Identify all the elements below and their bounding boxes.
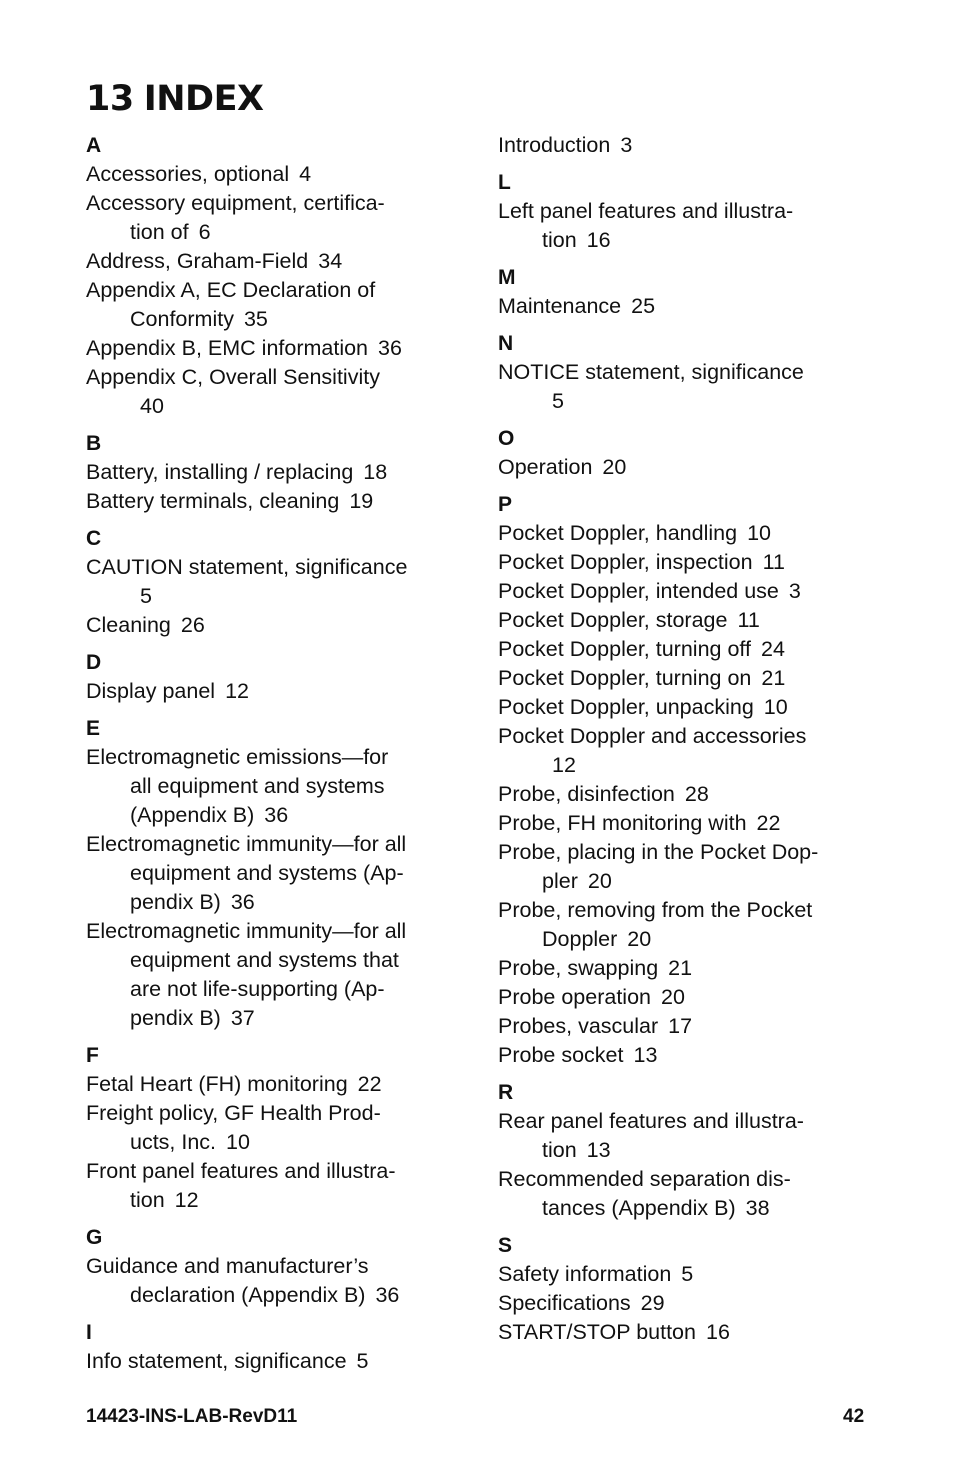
index-entry: [498, 577, 870, 606]
index-entry: [86, 247, 458, 276]
index-letter-heading: R: [498, 1081, 514, 1104]
index-entry-text: Conformity: [130, 307, 234, 331]
index-entry: [86, 677, 458, 706]
index-entry-page: 6: [198, 220, 211, 244]
index-entry-text: Operation: [498, 455, 593, 479]
index-entry-text: Battery terminals, cleaning: [86, 489, 340, 513]
index-entry-text: Pocket Doppler, inspection: [498, 550, 753, 574]
index-entry-text: Pocket Doppler, handling: [498, 521, 738, 545]
index-entry-page: 36: [375, 1283, 400, 1307]
index-entry-page: 24: [760, 637, 785, 661]
index-group: [86, 714, 458, 1033]
index-entry-text: Freight policy, GF Health Prod-: [86, 1101, 381, 1125]
index-entry-page: 10: [747, 521, 771, 545]
index-entry: [86, 917, 458, 1033]
index-group: [86, 1223, 458, 1310]
index-entry-page: 35: [243, 307, 268, 331]
index-entry: [498, 1318, 870, 1347]
index-group: [498, 263, 870, 321]
index-entry-page: 21: [668, 956, 693, 980]
index-entry: [498, 197, 870, 255]
index-entry: [86, 334, 458, 363]
section-number: 13: [86, 79, 134, 119]
index-entry-page: 12: [174, 1188, 199, 1212]
index-entry-text: Probe, removing from the Pocket: [498, 898, 813, 922]
index-column-left: [86, 131, 458, 1376]
index-entry-page: 21: [761, 666, 786, 690]
index-group: [498, 490, 870, 1070]
index-entry-text: all equipment and systems: [130, 774, 385, 798]
index-entry-text: Pocket Doppler, turning off: [498, 637, 751, 661]
index-entry-text: Front panel features and illustra-: [86, 1159, 396, 1183]
index-letter-heading: M: [498, 266, 516, 289]
index-entry: [498, 635, 870, 664]
index-entry: [86, 830, 458, 917]
index-group: [498, 329, 870, 416]
index-letter-heading: G: [86, 1226, 103, 1249]
index-entry-text: Guidance and manufacturer’s: [86, 1254, 369, 1278]
index-group: [86, 131, 458, 421]
index-entry-text: Probe operation: [498, 985, 651, 1009]
index-entry: [498, 896, 870, 954]
index-entry-text: Appendix A, EC Declaration of: [86, 278, 376, 302]
index-entry: [86, 363, 458, 421]
index-entry-text: Appendix C, Overall Sensitivity: [86, 365, 380, 389]
index-entry-text: Probe socket: [498, 1043, 624, 1067]
index-letter-heading: O: [498, 427, 515, 450]
index-entry-page: 16: [705, 1320, 730, 1344]
index-entry: [498, 519, 870, 548]
index-entry: [498, 131, 870, 160]
index-letter-heading: I: [86, 1321, 92, 1344]
index-entry-text: ucts, Inc.: [130, 1130, 217, 1154]
index-entry-page: 20: [627, 927, 652, 951]
index-letter-heading: L: [498, 171, 511, 194]
index-entry-page: 28: [684, 782, 709, 806]
index-entry-text: Battery, installing / replacing: [86, 460, 354, 484]
index-letter-heading: S: [498, 1234, 513, 1257]
index-letter-heading: C: [86, 527, 102, 550]
index-entry-text: tion: [542, 1138, 577, 1162]
index-entry-text: tion: [542, 228, 577, 252]
index-entry-page: 20: [587, 869, 612, 893]
index-entry-text: tion of: [130, 220, 189, 244]
index-entry-page: 40: [140, 394, 164, 418]
index-entry-text: Accessory equipment, certifica-: [86, 191, 385, 215]
index-letter-heading: B: [86, 432, 102, 455]
index-entry-text: CAUTION statement, significance: [86, 555, 408, 579]
index-entry: [498, 1012, 870, 1041]
index-entry-text: Left panel features and illustra-: [498, 199, 794, 223]
index-entry-text: Probe, FH monitoring with: [498, 811, 747, 835]
index-entry-text: Accessories, optional: [86, 162, 290, 186]
index-entry: [498, 606, 870, 635]
index-entry-page: 5: [681, 1262, 694, 1286]
index-entry-page: 16: [586, 228, 611, 252]
index-entry-page: 34: [318, 249, 343, 273]
index-entry-page: 18: [363, 460, 388, 484]
index-entry-text: Safety information: [498, 1262, 672, 1286]
index-entry-page: 11: [762, 550, 785, 574]
index-letter-heading: F: [86, 1044, 99, 1067]
index-entry-text: Rear panel features and illustra-: [498, 1109, 804, 1133]
index-entry-page: 12: [225, 679, 249, 703]
index-entry: [498, 358, 870, 416]
index-entry-text: Doppler: [542, 927, 618, 951]
index-entry-text: Probe, disinfection: [498, 782, 675, 806]
index-group: [498, 1231, 870, 1347]
index-entry: [498, 983, 870, 1012]
index-entry-text: Probe, swapping: [498, 956, 659, 980]
index-entry: [86, 1252, 458, 1310]
index-entry-text: Pocket Doppler, storage: [498, 608, 728, 632]
index-entry: [86, 1070, 458, 1099]
index-entry: [498, 954, 870, 983]
index-entry-text: tances (Appendix B): [542, 1196, 736, 1220]
index-column-right: [498, 131, 870, 1347]
index-entry-text: tion: [130, 1188, 165, 1212]
index-entry-text: Electromagnetic immunity—for all: [86, 919, 407, 943]
index-entry: [498, 292, 870, 321]
index-entry-page: 25: [631, 294, 656, 318]
index-entry-text: Pocket Doppler, intended use: [498, 579, 779, 603]
index-entry-text: Recommended separation dis-: [498, 1167, 791, 1191]
index-entry: [498, 453, 870, 482]
index-entry-text: Pocket Doppler, turning on: [498, 666, 752, 690]
index-letter-heading: N: [498, 332, 514, 355]
index-entry-page: 36: [264, 803, 289, 827]
index-entry-text: START/STOP button: [498, 1320, 696, 1344]
index-entry-page: 38: [745, 1196, 770, 1220]
index-entry-page: 36: [230, 890, 255, 914]
index-entry-page: 19: [349, 489, 374, 513]
index-entry: [86, 611, 458, 640]
index-entry: [498, 548, 870, 577]
index-letter-heading: D: [86, 651, 102, 674]
index-entry-page: 4: [299, 162, 312, 186]
index-entry-page: 36: [378, 336, 402, 360]
index-entry: [498, 809, 870, 838]
index-entry-text: Electromagnetic emissions—for: [86, 745, 389, 769]
index-entry: [86, 160, 458, 189]
index-group: [498, 424, 870, 482]
index-entry-text: Address, Graham-Field: [86, 249, 309, 273]
index-entry-text: Pocket Doppler, unpacking: [498, 695, 754, 719]
index-entry: [498, 1289, 870, 1318]
index-entry-text: Fetal Heart (FH) monitoring: [86, 1072, 348, 1096]
index-entry-page: 3: [620, 133, 633, 157]
index-entry-text: Probe, placing in the Pocket Dop-: [498, 840, 819, 864]
index-entry-text: NOTICE statement, significance: [498, 360, 804, 384]
index-entry: [498, 838, 870, 896]
index-entry-text: Maintenance: [498, 294, 622, 318]
index-entry-text: Pocket Doppler and accessories: [498, 724, 807, 748]
index-entry-text: Cleaning: [86, 613, 171, 637]
index-letter-heading: E: [86, 717, 101, 740]
index-entry-page: 11: [737, 608, 760, 632]
index-entry-page: 17: [668, 1014, 693, 1038]
index-entry: [86, 1099, 458, 1157]
index-entry: [498, 780, 870, 809]
index-entry-text: Display panel: [86, 679, 216, 703]
index-entry-page: 20: [602, 455, 627, 479]
index-entry-page: 10: [763, 695, 788, 719]
index-entry: [498, 1041, 870, 1070]
index-entry: [498, 693, 870, 722]
document-id: 14423-INS-LAB-RevD11: [86, 1406, 298, 1427]
index-entry-text: Electromagnetic immunity—for all: [86, 832, 407, 856]
index-entry: [86, 1157, 458, 1215]
index-entry-page: 37: [230, 1006, 255, 1030]
index-entry-text: Appendix B, EMC information: [86, 336, 369, 360]
index-entry-text: (Appendix B): [130, 803, 255, 827]
index-entry-text: pendix B): [130, 1006, 221, 1030]
index-entry-page: 22: [357, 1072, 382, 1096]
index-entry: [86, 276, 458, 334]
page-number: 42: [843, 1406, 865, 1427]
index-entry-text: declaration (Appendix B): [130, 1283, 366, 1307]
index-entry-text: pler: [542, 869, 578, 893]
index-entry-page: 12: [552, 753, 576, 777]
index-entry-page: 26: [180, 613, 205, 637]
index-entry: [86, 487, 458, 516]
index-group: [86, 524, 458, 640]
index-group: [498, 168, 870, 255]
index-letter-heading: A: [86, 134, 102, 157]
index-entry-text: Introduction: [498, 133, 611, 157]
index-entry-page: 10: [226, 1130, 250, 1154]
index-entry-text: Specifications: [498, 1291, 631, 1315]
index-entry: [498, 722, 870, 780]
index-entry-page: 5: [552, 389, 564, 413]
index-group: [86, 648, 458, 706]
index-entry-page: 5: [140, 584, 152, 608]
index-entry-page: 22: [756, 811, 781, 835]
index-entry: [498, 1107, 870, 1165]
index-entry-page: 13: [586, 1138, 611, 1162]
index-group: [498, 1078, 870, 1223]
index-entry-text: equipment and systems that: [130, 948, 399, 972]
index-letter-heading: P: [498, 493, 513, 516]
index-group: [498, 131, 870, 160]
index-entry: [498, 1165, 870, 1223]
index-entry-page: 5: [356, 1349, 369, 1373]
index-entry: [86, 553, 458, 611]
index-group: [86, 1318, 458, 1376]
index-entry-text: equipment and systems (Ap-: [130, 861, 404, 885]
index-entry-page: 20: [661, 985, 685, 1009]
index-entry-text: Probes, vascular: [498, 1014, 659, 1038]
index-entry-page: 3: [788, 579, 801, 603]
index-group: [86, 429, 458, 516]
index-entry-page: 13: [633, 1043, 658, 1067]
index-entry-text: are not life-supporting (Ap-: [130, 977, 385, 1001]
index-entry: [498, 1260, 870, 1289]
index-entry-text: pendix B): [130, 890, 221, 914]
index-entry: [498, 664, 870, 693]
index-entry-text: Info statement, significance: [86, 1349, 347, 1373]
index-group: [86, 1041, 458, 1215]
index-entry: [86, 1347, 458, 1376]
section-title: INDEX: [143, 79, 264, 119]
index-entry-page: 29: [640, 1291, 665, 1315]
index-entry: [86, 743, 458, 830]
index-entry: [86, 189, 458, 247]
page-title: [86, 74, 263, 124]
index-entry: [86, 458, 458, 487]
